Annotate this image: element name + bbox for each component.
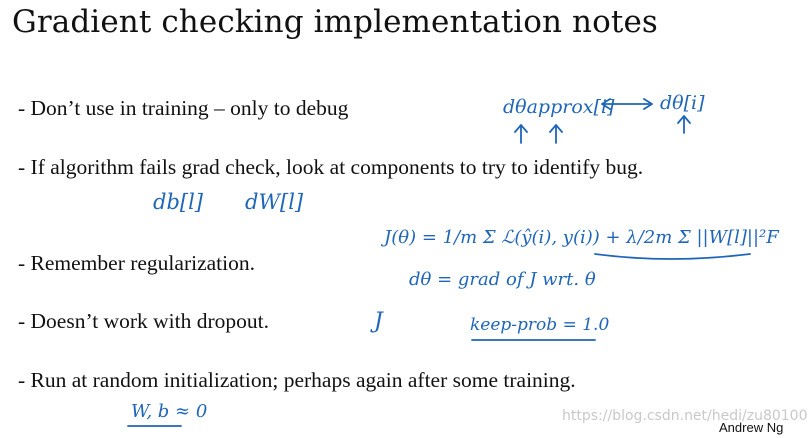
annotation-db: db[l] <box>153 190 203 214</box>
annotation-dw: dW[l] <box>245 190 304 214</box>
annotation-keep-prob: keep-prob = 1.0 <box>470 315 610 335</box>
double-arrow-icon <box>602 99 652 109</box>
regularization-underline <box>595 254 750 259</box>
annotation-gradient-definition: dθ = grad of J wrt. θ <box>409 269 596 290</box>
up-arrow-icon <box>678 116 690 133</box>
bullet-random-initialization: - Run at random initialization; perhaps again after some training. <box>18 368 576 392</box>
bullet-grad-check-components: - If algorithm fails grad check, look at components to try to identify bug. <box>18 155 644 179</box>
annotation-init-weights: W, b ≈ 0 <box>131 401 208 422</box>
annotation-dtheta: dθ[i] <box>660 92 705 114</box>
bullet-dropout: - Doesn’t work with dropout. <box>18 309 270 333</box>
bullet-debug-only: - Don’t use in training – only to debug <box>18 96 349 120</box>
slide-title: Gradient checking implementation notes <box>12 4 658 40</box>
bullet-regularization: - Remember regularization. <box>18 251 255 275</box>
annotation-j: J <box>374 309 383 334</box>
annotation-dtheta-approx: dθapprox[i] <box>503 96 615 118</box>
author-credit: Andrew Ng <box>719 420 784 435</box>
up-arrow-icon <box>550 125 562 143</box>
annotation-cost-function: J(θ) = 1/m Σ ℒ(ŷ(i), y(i)) + λ/2m Σ ||W[l]||²F <box>384 227 779 248</box>
up-arrow-icon <box>515 125 527 143</box>
watermark: https://blog.csdn.net/hedi/zu80100 <box>562 408 808 424</box>
